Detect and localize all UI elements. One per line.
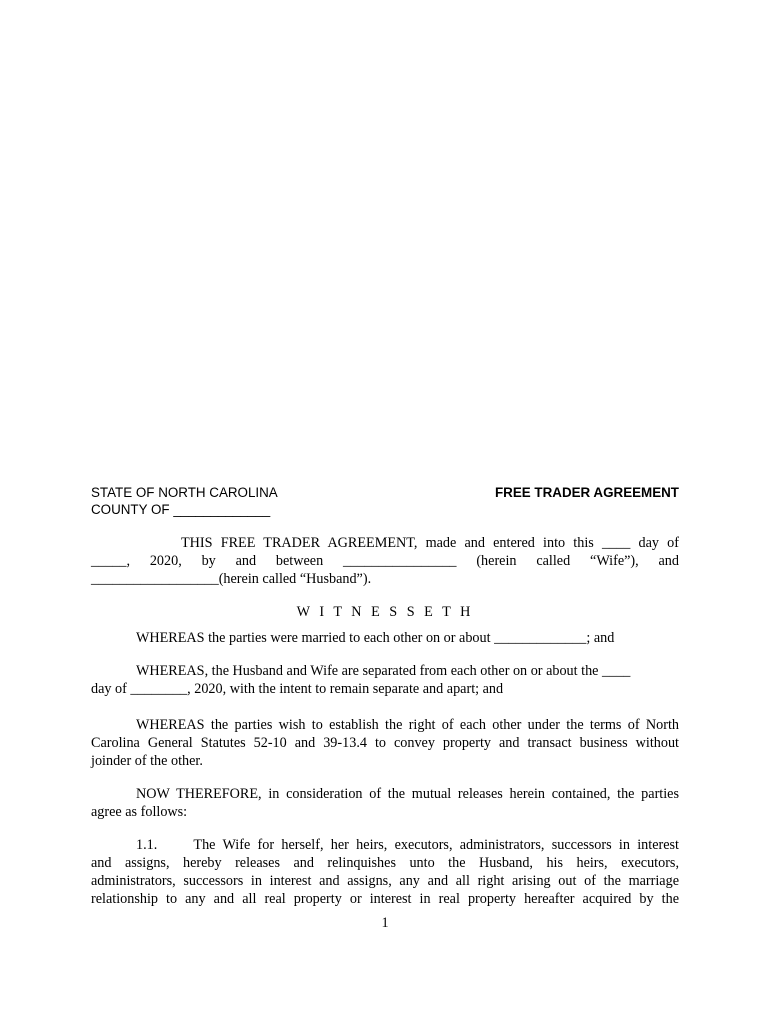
intro-paragraph: [91, 534, 679, 588]
whereas-paragraph-2: [91, 662, 679, 698]
whereas-paragraph-1: [91, 629, 679, 647]
whereas-3-line-2: Carolina General Statutes 52-10 and 39-13.4 to convey property and transact business without: [91, 735, 679, 751]
now-therefore-line-2: agree as follows:: [91, 804, 188, 820]
now-therefore-line-1: NOW THEREFORE, in consideration of the mutual releases herein contained, the parties: [136, 786, 679, 802]
whereas-3-line-1: WHEREAS the parties wish to establish the right of each other under the terms of North: [136, 717, 679, 733]
county-caption: COUNTY OF _____________: [91, 502, 271, 517]
page-number: 1: [381, 915, 389, 931]
whereas-paragraph-3: [91, 716, 679, 770]
intro-line-3: __________________(herein called “Husband”).: [91, 571, 372, 587]
whereas-3-line-3: joinder of the other.: [91, 753, 203, 769]
caption-left: [91, 484, 278, 518]
section-1-1-paragraph: [91, 836, 679, 908]
section-1-1-line-4: relationship to any and all real property or interest in real property hereafter acquired by the: [91, 891, 679, 907]
whereas-1-line: WHEREAS the parties were married to each other on or about _____________; and: [136, 630, 615, 646]
whereas-2-line-1: WHEREAS, the Husband and Wife are separated from each other on or about the ____: [136, 663, 631, 679]
state-caption: STATE OF NORTH CAROLINA: [91, 485, 278, 500]
intro-line-1: THIS FREE TRADER AGREEMENT, made and entered into this ____ day of: [181, 535, 679, 551]
now-therefore-paragraph: [91, 785, 679, 821]
document-title: FREE TRADER AGREEMENT: [494, 485, 679, 500]
witnesseth-heading: W I T N E S S E T H: [296, 604, 474, 620]
intro-line-2: _____, 2020, by and between ________________ (herein called “Wife”), and: [91, 553, 679, 569]
section-1-1-line-2: and assigns, hereby releases and relinquishes unto the Husband, his heirs, executors,: [91, 855, 679, 871]
whereas-2-line-2: day of ________, 2020, with the intent to remain separate and apart; and: [91, 681, 504, 697]
section-1-1-line-3: administrators, successors in interest and assigns, any and all right arising out of the marriage: [91, 873, 679, 889]
section-1-1-line-1: 1.1. The Wife for herself, her heirs, executors, administrators, successors in interest: [136, 837, 679, 853]
